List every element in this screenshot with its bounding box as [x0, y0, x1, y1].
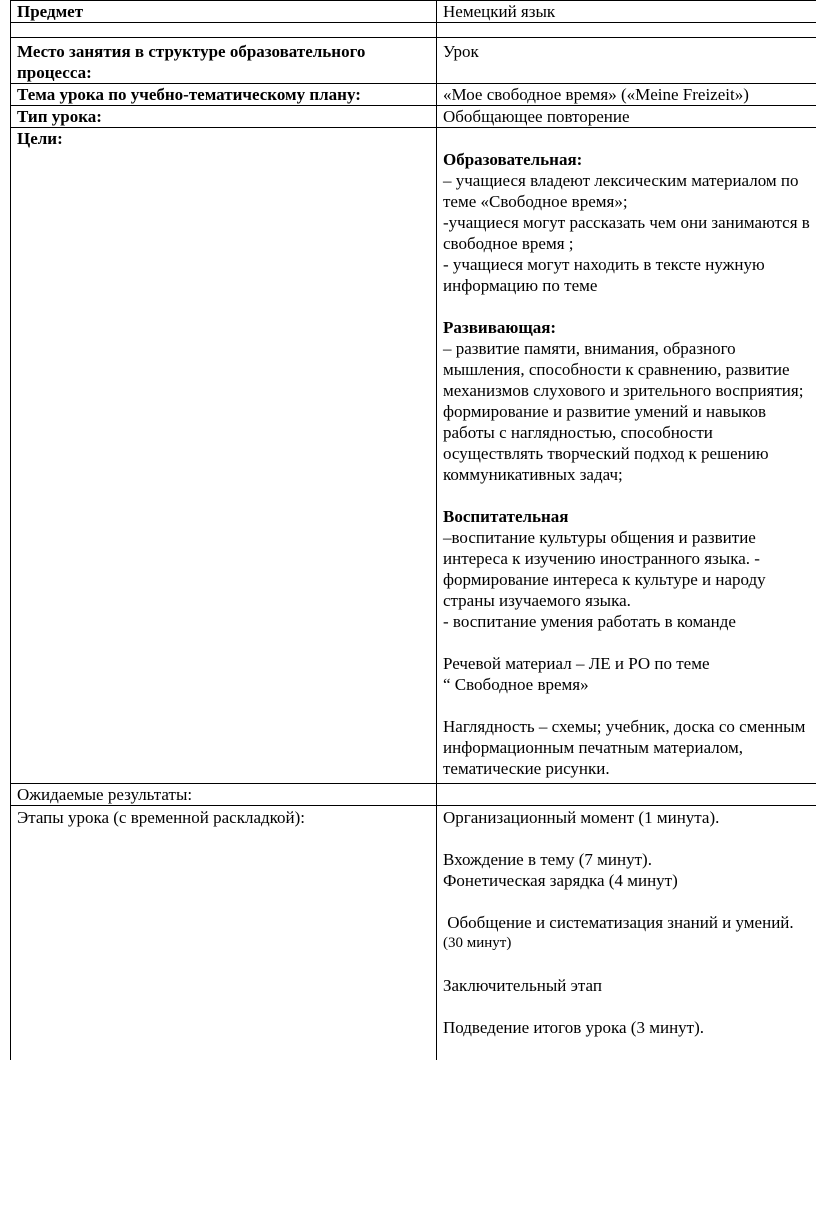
- subject-label: Предмет: [17, 2, 84, 21]
- row-topic: [11, 84, 816, 106]
- row-goals: [11, 128, 816, 784]
- educational-line-1: – учащиеся владеют лексическим материалом по теме «Свободное время»;: [443, 171, 799, 211]
- stage-generalization: Обобщение и систематизация знаний и умений.: [443, 913, 794, 932]
- type-value: Обобщающее повторение: [443, 107, 630, 126]
- stage-generalization-time: (30 минут): [443, 935, 512, 951]
- row-empty: [11, 23, 816, 38]
- topic-label: Тема урока по учебно-тематическому плану:: [17, 85, 361, 104]
- row-results: [11, 784, 816, 806]
- upbringing-line-2: - воспитание умения работать в команде: [443, 612, 736, 631]
- upbringing-title: Воспитательная: [443, 507, 569, 526]
- row-type: [11, 106, 816, 128]
- stage-org: Организационный момент (1 минута).: [443, 808, 720, 827]
- row-place: [11, 38, 816, 84]
- subject-value: Немецкий язык: [443, 2, 556, 21]
- educational-title: Образовательная:: [443, 150, 583, 169]
- speech-material-line-2: “ Свободное время»: [443, 675, 589, 694]
- developing-text: – развитие памяти, внимания, образного мышления, способности к сравнению, развитие механизмов слухового и зрительного восприятия; формирование и развитие умений и навыков работы с наглядностью, способности осуществлять творческий подход к решению коммуникативных задач;: [443, 339, 804, 484]
- topic-value: «Мое свободное время» («Meine Freizeit»): [443, 85, 749, 104]
- results-label: Ожидаемые результаты:: [17, 785, 193, 804]
- type-label: Тип урока:: [17, 107, 102, 126]
- stage-final: Заключительный этап: [443, 976, 602, 995]
- lesson-plan-table: [10, 0, 816, 1060]
- stages-label: Этапы урока (с временной раскладкой):: [17, 808, 306, 827]
- upbringing-text: –воспитание культуры общения и развитие интереса к изучению иностранного языка. - формирование интереса к культуре и народу страны изучаемого языка.: [443, 528, 766, 610]
- row-stages: [11, 806, 816, 1061]
- stage-intro: Вхождение в тему (7 минут).: [443, 850, 652, 869]
- visual-aids: Наглядность – схемы; учебник, доска со сменным информационным печатным материалом, тематические рисунки.: [443, 717, 806, 778]
- place-value: Урок: [443, 42, 479, 61]
- developing-title: Развивающая:: [443, 318, 557, 337]
- speech-material-line-1: Речевой материал – ЛЕ и РО по теме: [443, 654, 710, 673]
- educational-line-3: - учащиеся могут находить в тексте нужную информацию по теме: [443, 255, 765, 295]
- educational-line-2: -учащиеся могут рассказать чем они занимаются в свободное время ;: [443, 213, 810, 253]
- place-label: Место занятия в структуре образовательного процесса:: [17, 42, 366, 82]
- row-subject: [11, 1, 816, 23]
- stage-phonetic: Фонетическая зарядка (4 минут): [443, 871, 678, 890]
- stage-summary: Подведение итогов урока (3 минут).: [443, 1018, 705, 1037]
- goals-label: Цели:: [17, 129, 63, 148]
